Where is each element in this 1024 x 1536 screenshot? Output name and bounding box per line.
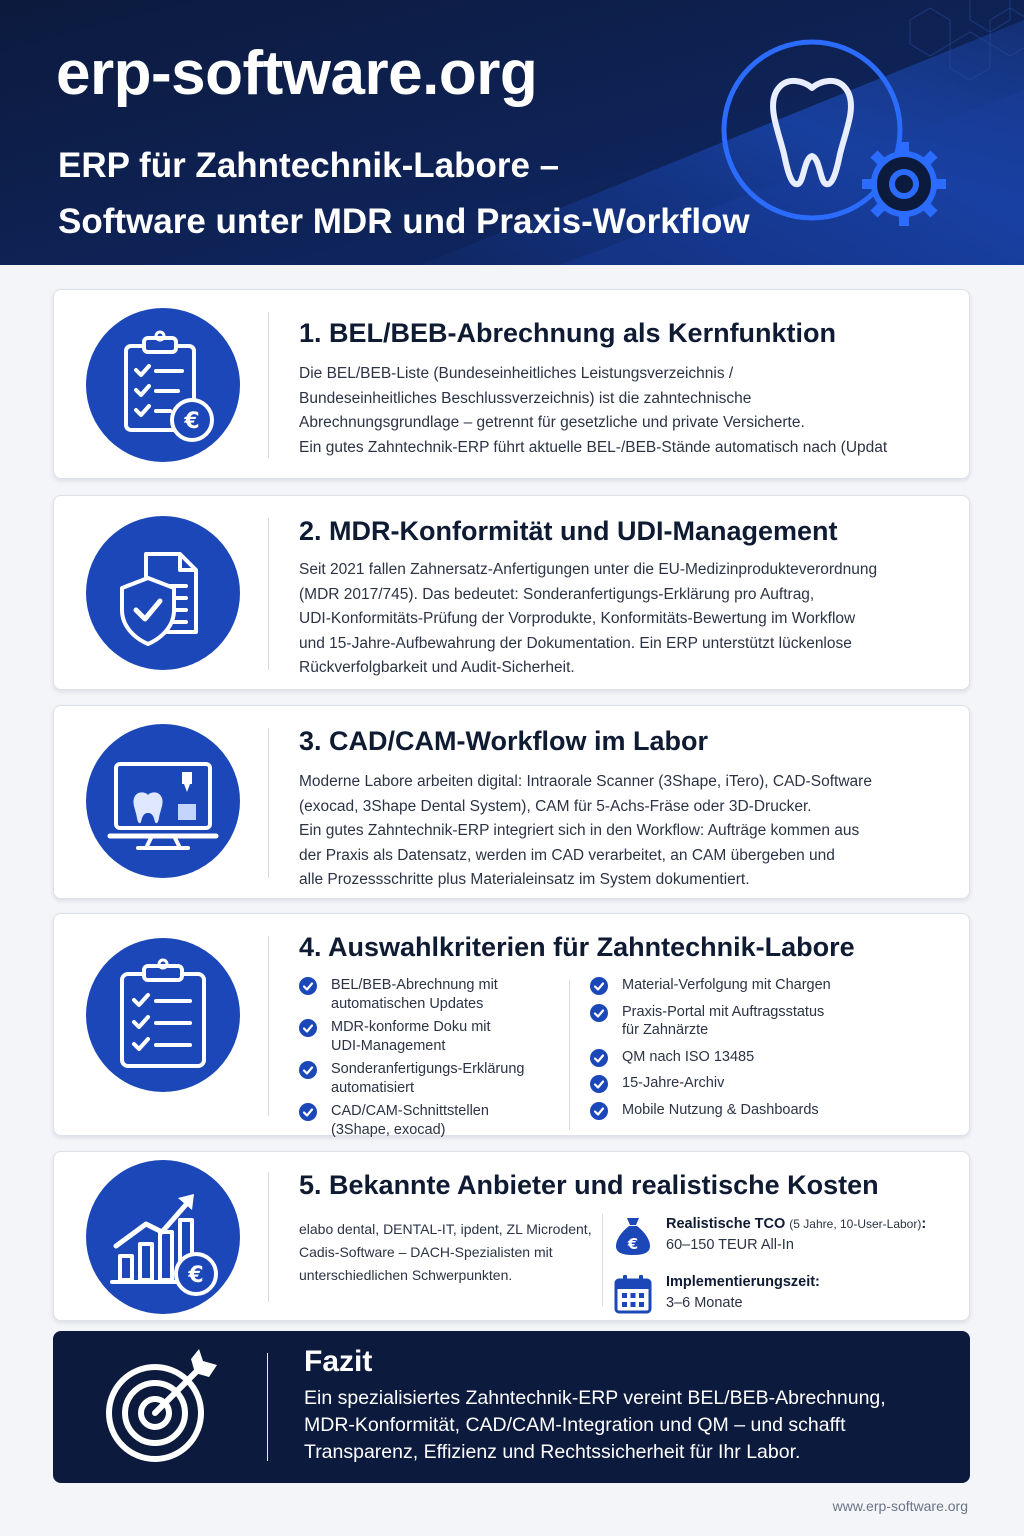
text-line: und 15-Jahre-Aufbewahrung der Dokumentation. Ein ERP unterstützt lückenlose bbox=[299, 634, 852, 652]
subtitle-line: ERP für Zahntechnik-Labore – bbox=[58, 146, 560, 185]
section-title: 1. BEL/BEB-Abrechnung als Kernfunktion bbox=[299, 318, 837, 348]
subtitle-line: Software unter MDR und Praxis-Workflow bbox=[58, 202, 750, 241]
implementation-value: 3–6 Monate bbox=[666, 1295, 743, 1311]
criteria-item bbox=[590, 1048, 890, 1067]
text-line: Rückverfolgbarkeit und Audit-Sicherheit. bbox=[299, 659, 575, 676]
monitor-tooth-mill-icon bbox=[86, 724, 240, 878]
section-text bbox=[299, 362, 949, 460]
check-circle-icon bbox=[299, 1019, 317, 1037]
text-line: alle Prozessschritte plus Materialeinsatz im System dokumentiert. bbox=[299, 871, 750, 888]
criteria-text: (3Shape, exocad) bbox=[331, 1121, 446, 1138]
tco-label: Realistische TCO bbox=[666, 1216, 786, 1232]
text-line: Ein gutes Zahntechnik-ERP integriert sich in den Workflow: Aufträge kommen aus bbox=[299, 822, 860, 839]
text-line: UDI-Konformitäts-Prüfung der Vorprodukte, Konformitäts-Bewertung im Workflow bbox=[299, 610, 856, 627]
tooth-gear-icon bbox=[716, 34, 956, 234]
criteria-item bbox=[299, 976, 549, 1013]
criteria-item bbox=[299, 1018, 549, 1055]
conclusion-divider bbox=[267, 1353, 268, 1461]
criteria-text: für Zahnärzte bbox=[622, 1022, 709, 1038]
text-line: Abrechnungsgrundlage – getrennt für gesetzliche und private Versicherte. bbox=[299, 414, 805, 431]
text-line: Bundeseinheitliches Beschlussverzeichnis) ist die zahntechnische bbox=[299, 389, 752, 407]
check-circle-icon bbox=[590, 1102, 608, 1120]
column-divider bbox=[569, 980, 570, 1130]
card-divider bbox=[268, 728, 269, 878]
site-title: erp-software.org bbox=[56, 39, 538, 108]
card-divider bbox=[268, 312, 269, 458]
criteria-text: Sonderanfertigungs-Erklärung bbox=[331, 1061, 525, 1077]
criteria-text: automatischen Updates bbox=[331, 995, 484, 1012]
text-line: Cadis-Software – DACH-Spezialisten mit bbox=[299, 1244, 553, 1260]
target-arrow-icon bbox=[99, 1345, 223, 1469]
criteria-text: automatisiert bbox=[331, 1079, 415, 1096]
growth-chart-euro-icon bbox=[86, 1160, 240, 1314]
clipboard-checklist-icon bbox=[86, 938, 240, 1092]
section-card-bel-beb bbox=[53, 289, 970, 479]
section-text bbox=[299, 770, 949, 893]
check-circle-icon bbox=[590, 1049, 608, 1067]
svg-text:€: € bbox=[188, 1263, 204, 1288]
header-banner bbox=[0, 0, 1024, 265]
section-title: 5. Bekannte Anbieter und realistische Kosten bbox=[299, 1170, 879, 1200]
card-divider bbox=[268, 936, 269, 1116]
section-icon-circle bbox=[86, 724, 240, 878]
svg-text:€: € bbox=[184, 409, 200, 434]
footer-url: www.erp-software.org bbox=[832, 1498, 968, 1514]
vendor-list-text bbox=[299, 1218, 599, 1287]
svg-text:€: € bbox=[627, 1235, 639, 1253]
tco-note: (5 Jahre, 10-User-Labor) bbox=[789, 1217, 922, 1231]
criteria-text: BEL/BEB-Abrechnung mit bbox=[331, 977, 498, 993]
shield-document-icon bbox=[86, 516, 240, 670]
criteria-item bbox=[590, 976, 890, 995]
tco-value: 60–150 TEUR All-In bbox=[666, 1237, 794, 1253]
criteria-item bbox=[299, 1060, 549, 1097]
criteria-text: Mobile Nutzung & Dashboards bbox=[622, 1101, 819, 1118]
section-icon-circle bbox=[86, 516, 240, 670]
text-line: MDR-Konformität, CAD/CAM-Integration und QM – und schafft bbox=[304, 1414, 846, 1436]
criteria-text: QM nach ISO 13485 bbox=[622, 1048, 755, 1065]
section-icon-circle bbox=[86, 308, 240, 462]
check-circle-icon bbox=[299, 1061, 317, 1079]
criteria-text: MDR-konforme Doku mit bbox=[331, 1019, 491, 1035]
check-circle-icon bbox=[590, 1075, 608, 1093]
criteria-item bbox=[299, 1102, 549, 1139]
section-card-vendors bbox=[53, 1151, 970, 1321]
card-divider bbox=[268, 518, 269, 670]
criteria-text: UDI-Management bbox=[331, 1037, 446, 1054]
tco-colon: : bbox=[921, 1216, 927, 1232]
criteria-item bbox=[590, 1074, 890, 1093]
conclusion-box bbox=[53, 1331, 970, 1483]
text-line: Moderne Labore arbeiten digital: Intraorale Scanner (3Shape, iTero), CAD-Software bbox=[299, 773, 872, 790]
section-title: 3. CAD/CAM-Workflow im Labor bbox=[299, 726, 709, 756]
criteria-text: CAD/CAM-Schnittstellen bbox=[331, 1103, 489, 1119]
conclusion-title: Fazit bbox=[304, 1345, 373, 1378]
clipboard-euro-icon bbox=[86, 308, 240, 462]
section-card-criteria bbox=[53, 913, 970, 1136]
check-circle-icon bbox=[299, 1103, 317, 1121]
text-line: Ein gutes Zahntechnik-ERP führt aktuelle BEL-/BEB-Stände automatisch nach (Updat bbox=[299, 438, 888, 456]
section-title: 4. Auswahlkriterien für Zahntechnik-Labore bbox=[299, 932, 855, 962]
column-divider bbox=[602, 1214, 603, 1306]
criteria-list-right bbox=[590, 976, 890, 1124]
conclusion-text bbox=[304, 1385, 944, 1466]
check-circle-icon bbox=[299, 977, 317, 995]
section-icon-circle bbox=[86, 1160, 240, 1314]
section-title: 2. MDR-Konformität und UDI-Management bbox=[299, 516, 838, 546]
check-circle-icon bbox=[590, 977, 608, 995]
card-divider bbox=[268, 1172, 269, 1302]
implementation-fact bbox=[614, 1274, 964, 1332]
calendar-icon bbox=[614, 1274, 652, 1314]
money-bag-euro-icon bbox=[614, 1216, 652, 1256]
criteria-item bbox=[590, 1003, 890, 1040]
criteria-text: Praxis-Portal mit Auftragsstatus bbox=[622, 1003, 825, 1020]
criteria-text: Material-Verfolgung mit Chargen bbox=[622, 977, 831, 993]
text-line: (exocad, 3Shape Dental System), CAM für 5-Achs-Fräse oder 3D-Drucker. bbox=[299, 797, 812, 815]
section-card-mdr bbox=[53, 495, 970, 690]
text-line: der Praxis als Datensatz, werden im CAD verarbeitet, an CAM übergeben und bbox=[299, 846, 835, 864]
section-card-cadcam bbox=[53, 705, 970, 899]
section-icon-circle bbox=[86, 938, 240, 1092]
cost-facts bbox=[614, 1216, 964, 1332]
criteria-item bbox=[590, 1101, 890, 1120]
text-line: (MDR 2017/745). Das bedeutet: Sonderanfertigungs-Erklärung pro Auftrag, bbox=[299, 585, 815, 603]
criteria-list-left bbox=[299, 976, 549, 1144]
check-circle-icon bbox=[590, 1004, 608, 1022]
text-line: unterschiedlichen Schwerpunkten. bbox=[299, 1267, 513, 1283]
implementation-label: Implementierungszeit: bbox=[666, 1274, 820, 1290]
text-line: Transparenz, Effizienz und Rechtssicherheit für Ihr Labor. bbox=[304, 1441, 801, 1463]
tco-fact bbox=[614, 1216, 964, 1274]
text-line: Die BEL/BEB-Liste (Bundeseinheitliches Leistungsverzeichnis / bbox=[299, 365, 734, 382]
criteria-text: 15-Jahre-Archiv bbox=[622, 1075, 725, 1091]
text-line: elabo dental, DENTAL-IT, ipdent, ZL Microdent, bbox=[299, 1221, 592, 1237]
text-line: Ein spezialisiertes Zahntechnik-ERP vereint BEL/BEB-Abrechnung, bbox=[304, 1387, 886, 1409]
section-text bbox=[299, 558, 949, 681]
text-line: Seit 2021 fallen Zahnersatz-Anfertigungen unter die EU-Medizinprodukteverordnung bbox=[299, 561, 878, 578]
